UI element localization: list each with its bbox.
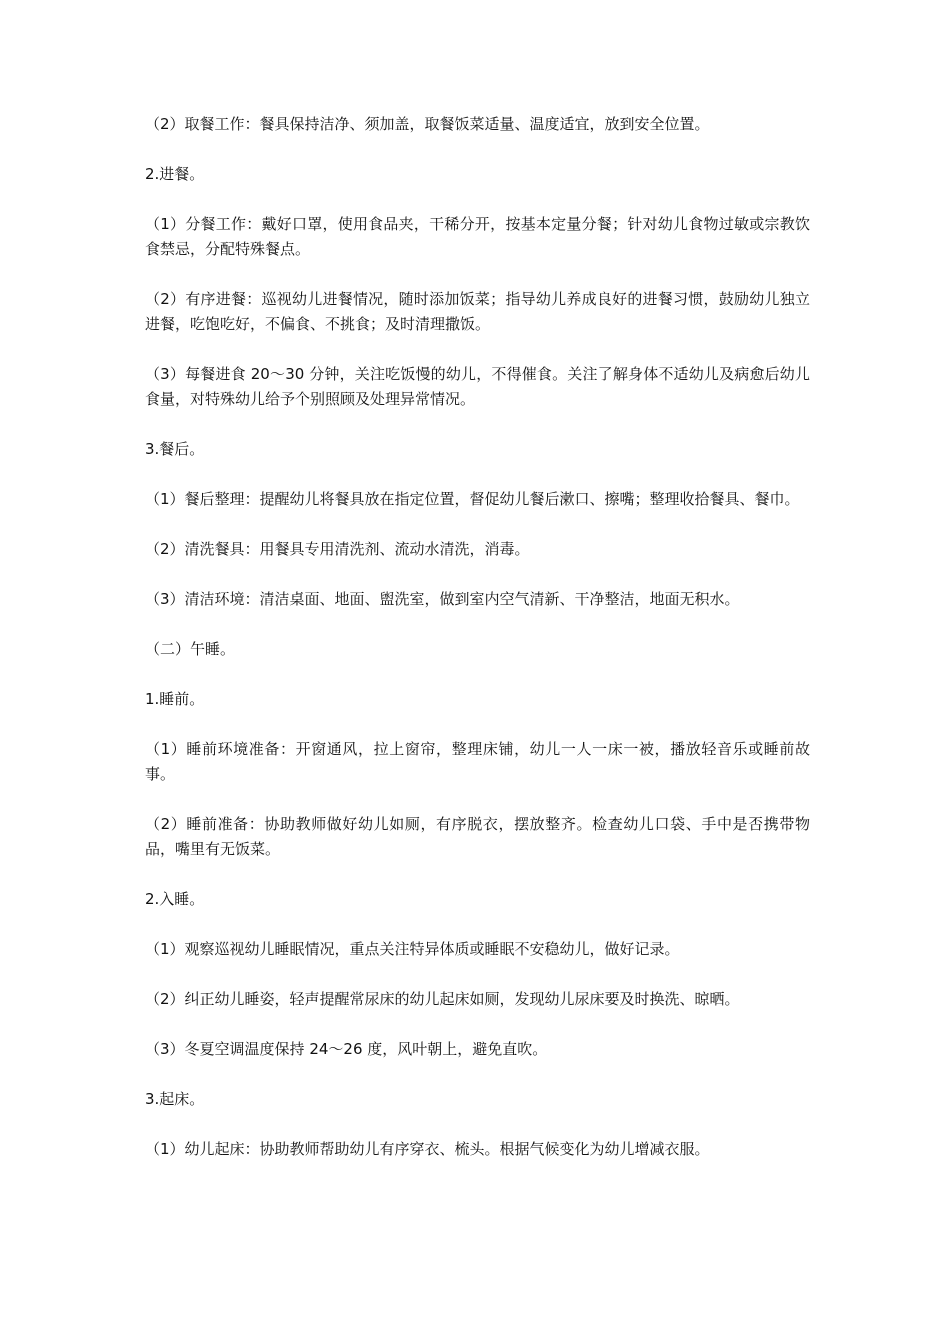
heading-getting-up: 3.起床。 [145,1090,205,1108]
paragraph-wash-tableware: （2）清洗餐具：用餐具专用清洗剂、流动水清洗，消毒。 [145,540,530,558]
paragraph-meal-duration: （3）每餐进食 20～30 分钟，关注吃饭慢的幼儿，不得催食。关注了解身体不适幼儿及病愈后幼儿食量，对特殊幼儿给予个别照顾及处理异常情况。 [145,365,810,408]
heading-eating: 2.进餐。 [145,165,205,183]
paragraph-clean-environment: （3）清洁环境：清洁桌面、地面、盥洗室，做到室内空气清新、干净整洁，地面无积水。 [145,590,740,608]
document-page [145,112,810,1187]
paragraph-child-wake-up: （1）幼儿起床：协助教师帮助幼儿有序穿衣、梳头。根据气候变化为幼儿增减衣服。 [145,1140,710,1158]
heading-nap: （二）午睡。 [145,640,236,658]
paragraph-observe-sleep: （1）观察巡视幼儿睡眠情况，重点关注特异体质或睡眠不安稳幼儿，做好记录。 [145,940,680,958]
paragraph-sleep-environment: （1）睡前环境准备：开窗通风，拉上窗帘，整理床铺，幼儿一人一床一被，播放轻音乐或睡前故事。 [145,740,810,783]
paragraph-orderly-eating: （2）有序进餐：巡视幼儿进餐情况，随时添加饭菜；指导幼儿养成良好的进餐习惯，鼓励幼儿独立进餐，吃饱吃好，不偏食、不挑食；及时清理撒饭。 [145,290,810,333]
paragraph-sleep-preparation: （2）睡前准备：协助教师做好幼儿如厕，有序脱衣，摆放整齐。检查幼儿口袋、手中是否携带物品，嘴里有无饭菜。 [145,815,810,858]
paragraph-air-conditioning: （3）冬夏空调温度保持 24～26 度，风叶朝上，避免直吹。 [145,1040,548,1058]
paragraph-correct-posture: （2）纠正幼儿睡姿，轻声提醒常尿床的幼儿起床如厕，发现幼儿尿床要及时换洗、晾晒。 [145,990,740,1008]
heading-falling-asleep: 2.入睡。 [145,890,205,908]
paragraph-meal-serving: （1）分餐工作：戴好口罩，使用食品夹，干稀分开，按基本定量分餐；针对幼儿食物过敏或宗教饮食禁忌，分配特殊餐点。 [145,215,810,258]
heading-after-meal: 3.餐后。 [145,440,205,458]
paragraph-meal-fetch: （2）取餐工作：餐具保持洁净、须加盖，取餐饭菜适量、温度适宜，放到安全位置。 [145,115,710,133]
heading-before-sleep: 1.睡前。 [145,690,205,708]
paragraph-after-meal-tidy: （1）餐后整理：提醒幼儿将餐具放在指定位置，督促幼儿餐后漱口、擦嘴；整理收拾餐具、餐巾。 [145,490,800,508]
